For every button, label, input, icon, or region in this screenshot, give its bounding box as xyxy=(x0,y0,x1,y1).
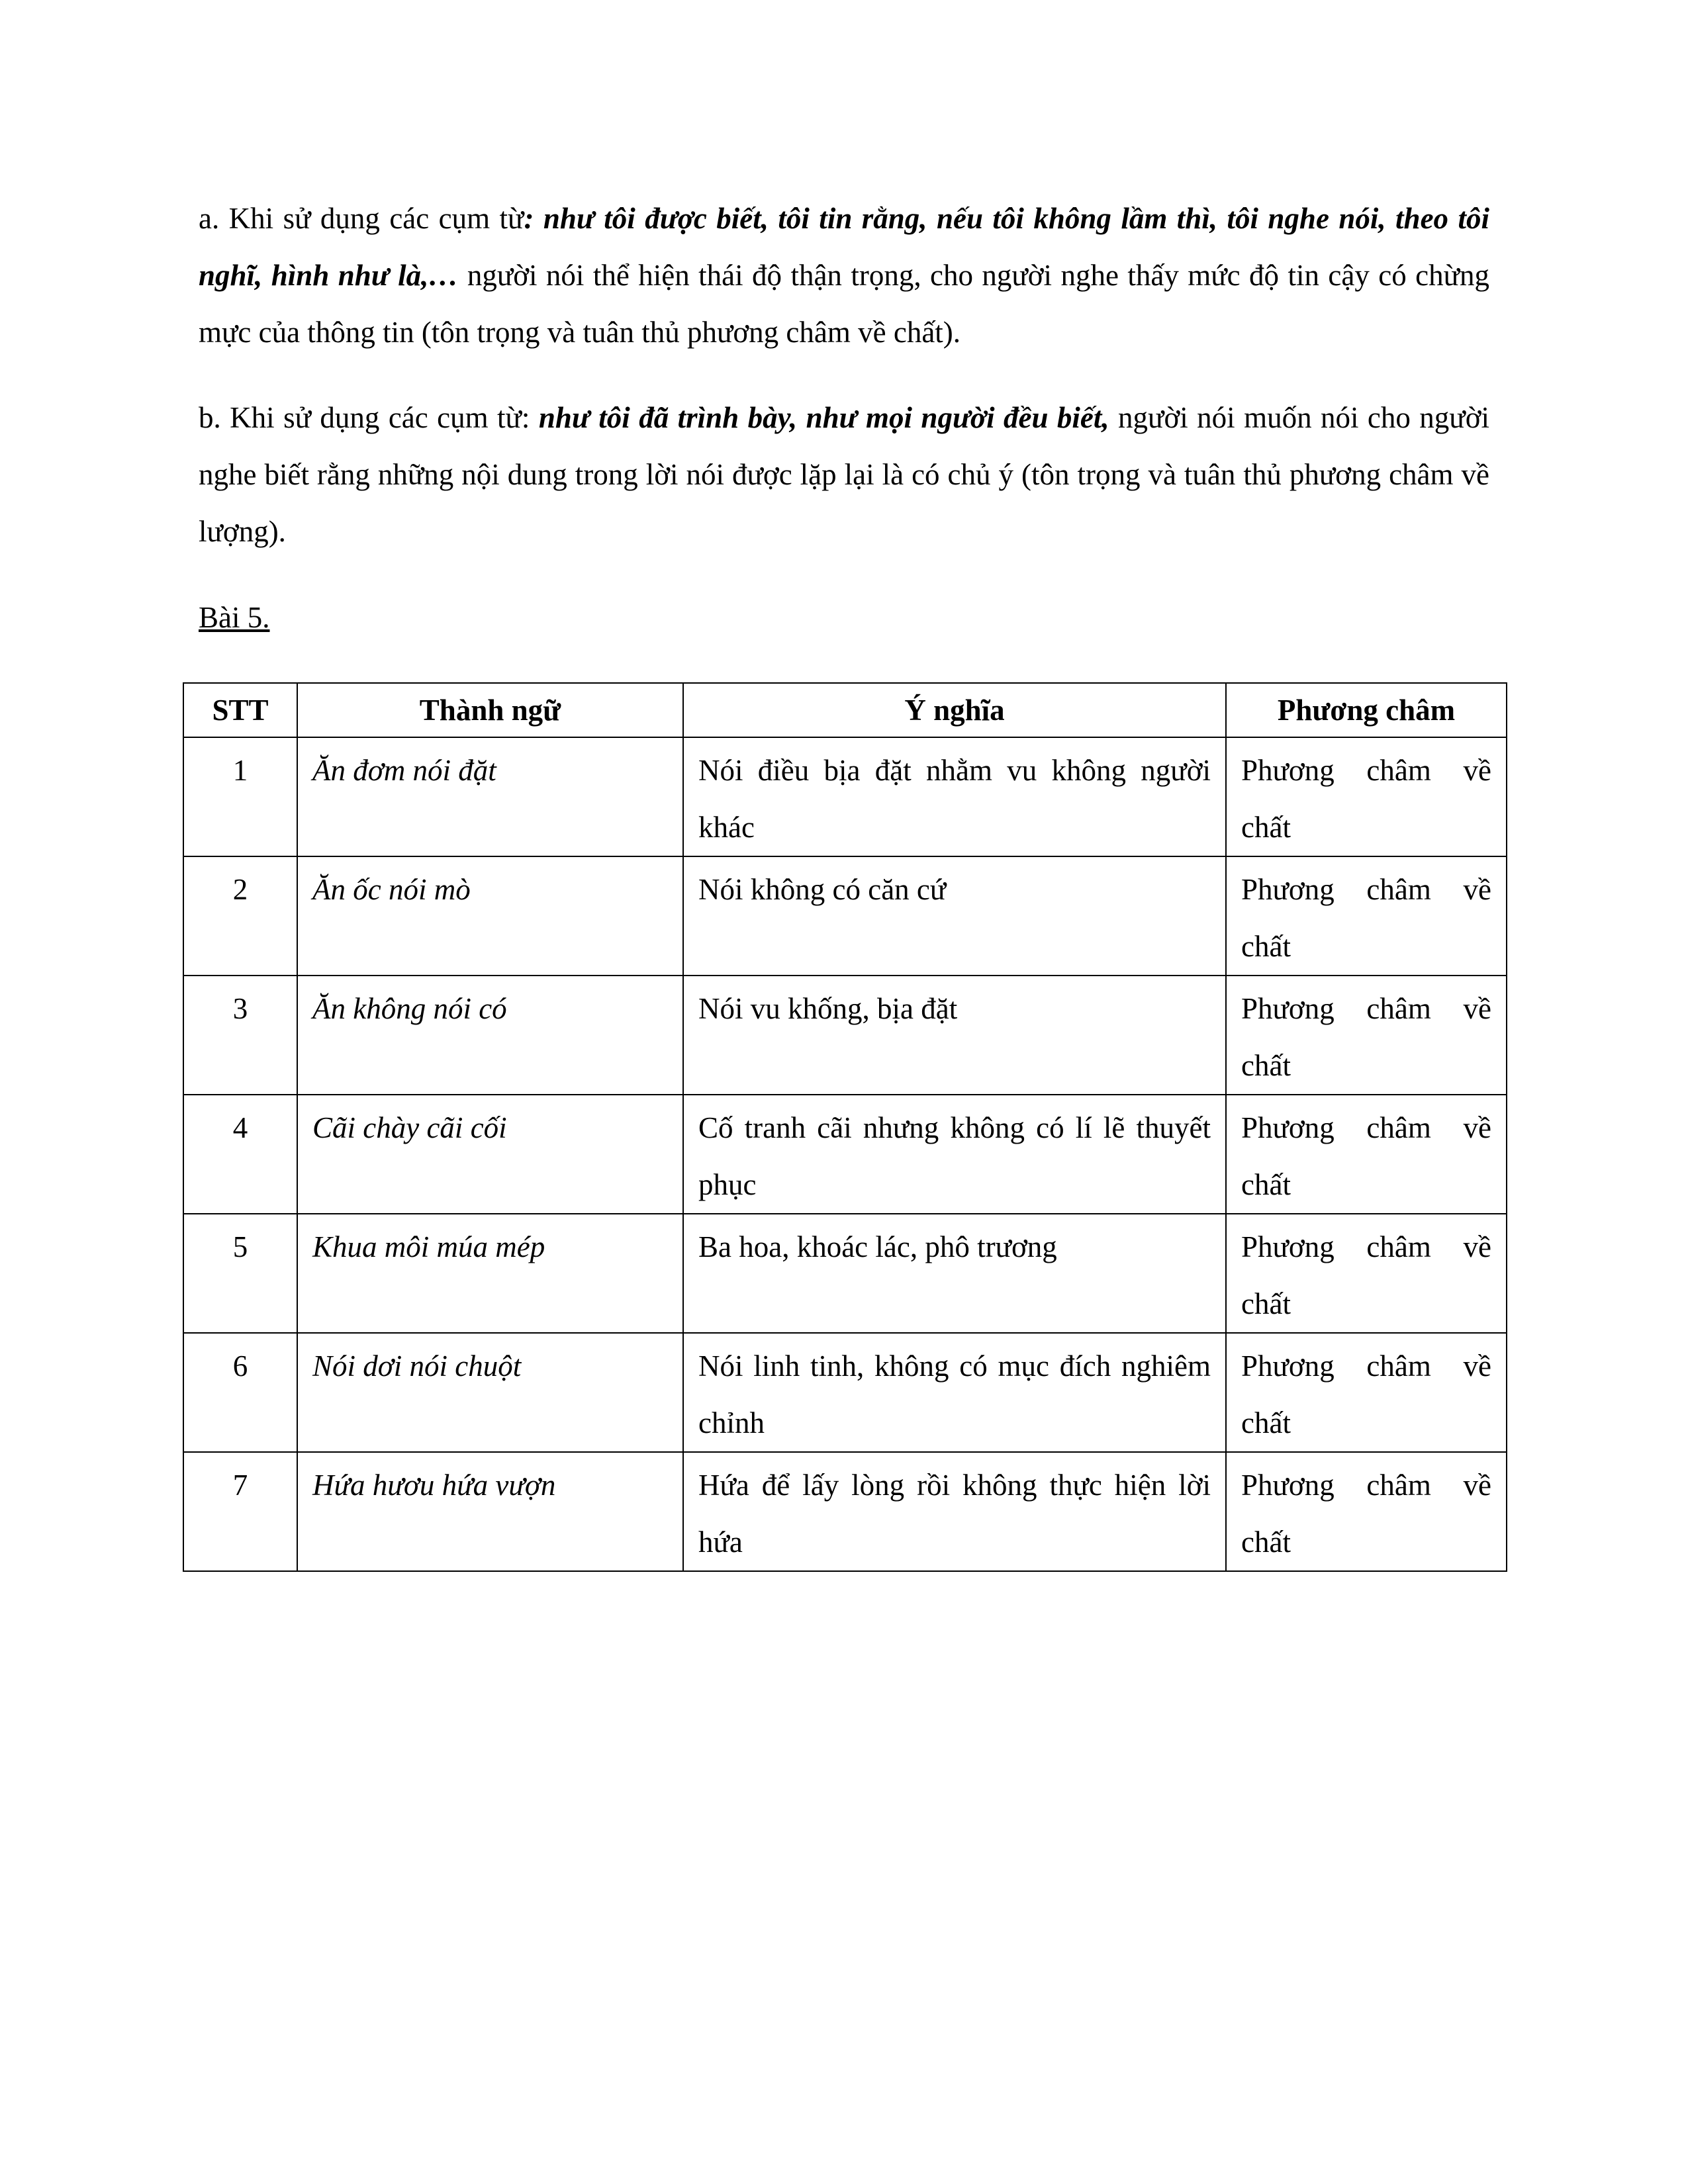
row-stt: 5 xyxy=(183,1214,297,1333)
row-idiom: Hứa hươu hứa vượn xyxy=(297,1452,683,1571)
row-maxim: Phương châm về chất xyxy=(1226,1214,1507,1333)
table-row xyxy=(183,1452,1507,1571)
paragraph-a-phrases: : như tôi được biết, tôi tin rằng, nếu tôi không lầm thì, tôi nghe nói, theo tôi nghĩ, hình như là,… xyxy=(199,202,1489,292)
paragraph-a xyxy=(199,190,1489,361)
row-meaning: Hứa để lấy lòng rồi không thực hiện lời hứa xyxy=(683,1452,1226,1571)
row-maxim: Phương châm về chất xyxy=(1226,976,1507,1095)
row-meaning: Nói linh tinh, không có mục đích nghiêm chỉnh xyxy=(683,1333,1226,1452)
row-maxim: Phương châm về chất xyxy=(1226,1333,1507,1452)
table-row xyxy=(183,976,1507,1095)
row-idiom: Ăn không nói có xyxy=(297,976,683,1095)
row-idiom: Khua môi múa mép xyxy=(297,1214,683,1333)
row-idiom: Ăn đơm nói đặt xyxy=(297,737,683,856)
row-maxim: Phương châm về chất xyxy=(1226,856,1507,976)
paragraph-a-tail: người nói thể hiện thái độ thận trọng, cho người nghe thấy mức độ tin cậy có chừng mực của thông tin (tôn trọng và tuân thủ phương châm về chất). xyxy=(199,259,1489,349)
idiom-table xyxy=(183,682,1507,1572)
table-row xyxy=(183,1333,1507,1452)
paragraph-b xyxy=(199,389,1489,560)
header-meaning: Ý nghĩa xyxy=(683,683,1226,737)
header-idiom: Thành ngữ xyxy=(297,683,683,737)
row-stt: 6 xyxy=(183,1333,297,1452)
paragraph-b-phrases: như tôi đã trình bày, như mọi người đều biết, xyxy=(538,401,1109,434)
header-maxim: Phương châm xyxy=(1226,683,1507,737)
table-row xyxy=(183,1214,1507,1333)
row-stt: 2 xyxy=(183,856,297,976)
paragraph-b-lead: b. Khi sử dụng các cụm từ: xyxy=(199,401,539,434)
row-idiom: Ăn ốc nói mò xyxy=(297,856,683,976)
row-meaning: Nói vu khống, bịa đặt xyxy=(683,976,1226,1095)
row-meaning: Cố tranh cãi nhưng không có lí lẽ thuyết phục xyxy=(683,1095,1226,1214)
row-stt: 7 xyxy=(183,1452,297,1571)
table-row xyxy=(183,737,1507,856)
table-header-row xyxy=(183,683,1507,737)
exercise-heading: Bài 5. xyxy=(199,601,270,634)
row-idiom: Nói dơi nói chuột xyxy=(297,1333,683,1452)
paragraph-b-tail: người nói muốn nói cho người nghe biết rằng những nội dung trong lời nói được lặp lại là có chủ ý (tôn trọng và tuân thủ phương châm về lượng). xyxy=(199,401,1489,548)
header-stt: STT xyxy=(183,683,297,737)
paragraph-a-lead: a. Khi sử dụng các cụm từ xyxy=(199,202,524,235)
row-meaning: Nói điều bịa đặt nhằm vu không người khác xyxy=(683,737,1226,856)
row-maxim: Phương châm về chất xyxy=(1226,1452,1507,1571)
row-maxim: Phương châm về chất xyxy=(1226,1095,1507,1214)
row-maxim: Phương châm về chất xyxy=(1226,737,1507,856)
row-stt: 1 xyxy=(183,737,297,856)
row-meaning: Ba hoa, khoác lác, phô trương xyxy=(683,1214,1226,1333)
row-meaning: Nói không có căn cứ xyxy=(683,856,1226,976)
row-stt: 3 xyxy=(183,976,297,1095)
row-idiom: Cãi chày cãi cối xyxy=(297,1095,683,1214)
table-row xyxy=(183,1095,1507,1214)
table-row xyxy=(183,856,1507,976)
row-stt: 4 xyxy=(183,1095,297,1214)
